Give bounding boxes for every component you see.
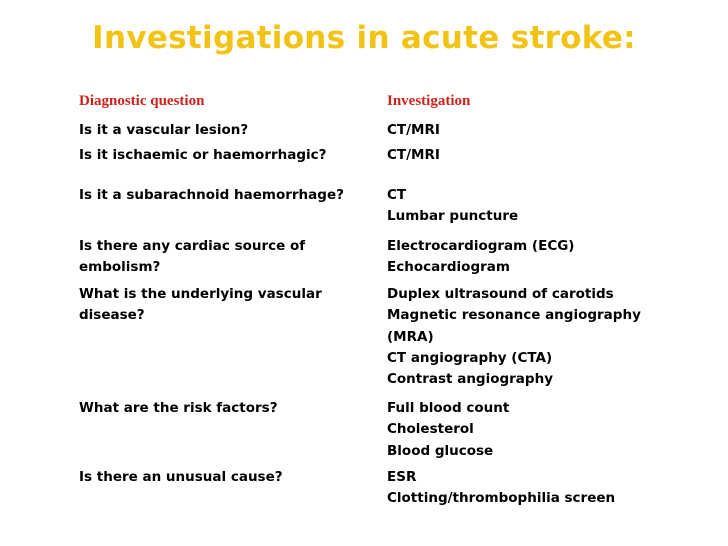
question-cell (79, 185, 369, 206)
question-cell (79, 467, 369, 488)
investigation-cell (387, 236, 717, 279)
investigation-text: Contrast angiography (387, 371, 553, 388)
investigation-cell (387, 145, 717, 166)
column-header-investigation: Investigation (387, 93, 471, 109)
question-cell (79, 145, 369, 166)
investigation-text: CT angiography (CTA) (387, 349, 553, 366)
investigation-text: Duplex ultrasound of carotids (387, 286, 614, 302)
question-cell (79, 284, 369, 327)
question-text: Is it a subarachnoid haemorrhage? (79, 187, 344, 203)
investigation-cell (387, 284, 717, 390)
question-text: What is the underlying vascular (79, 286, 322, 302)
question-text: Is there any cardiac source of (79, 238, 306, 254)
question-text: disease? (79, 307, 145, 324)
investigation-text: Cholesterol (387, 421, 474, 438)
investigation-text: Electrocardiogram (ECG) (387, 238, 575, 254)
question-text: embolism? (79, 259, 161, 276)
question-cell (79, 398, 369, 419)
question-text: Is there an unusual cause? (79, 469, 283, 485)
question-cell (79, 236, 369, 279)
investigation-cell (387, 398, 717, 462)
investigation-text: Full blood count (387, 400, 510, 416)
slide-title: Investigations in acute stroke: (92, 20, 636, 56)
investigation-cell (387, 185, 717, 228)
investigation-cell (387, 120, 717, 141)
investigation-text: CT (387, 187, 407, 203)
investigation-text: Echocardiogram (387, 259, 510, 276)
question-cell (79, 120, 369, 141)
investigation-text: Lumbar puncture (387, 208, 519, 225)
investigation-text: CT/MRI (387, 122, 440, 138)
investigation-text: Clotting/thrombophilia screen (387, 490, 616, 507)
investigation-text: Blood glucose (387, 442, 494, 459)
column-header-diagnostic-question: Diagnostic question (79, 93, 205, 109)
investigation-text: Magnetic resonance angiography (387, 307, 641, 324)
investigation-text: CT/MRI (387, 147, 440, 163)
question-text: Is it a vascular lesion? (79, 122, 249, 138)
question-text: What are the risk factors? (79, 400, 278, 416)
question-text: Is it ischaemic or haemorrhagic? (79, 147, 327, 163)
investigation-text: (MRA) (387, 328, 434, 345)
investigation-text: ESR (387, 469, 417, 485)
investigation-cell (387, 467, 717, 510)
